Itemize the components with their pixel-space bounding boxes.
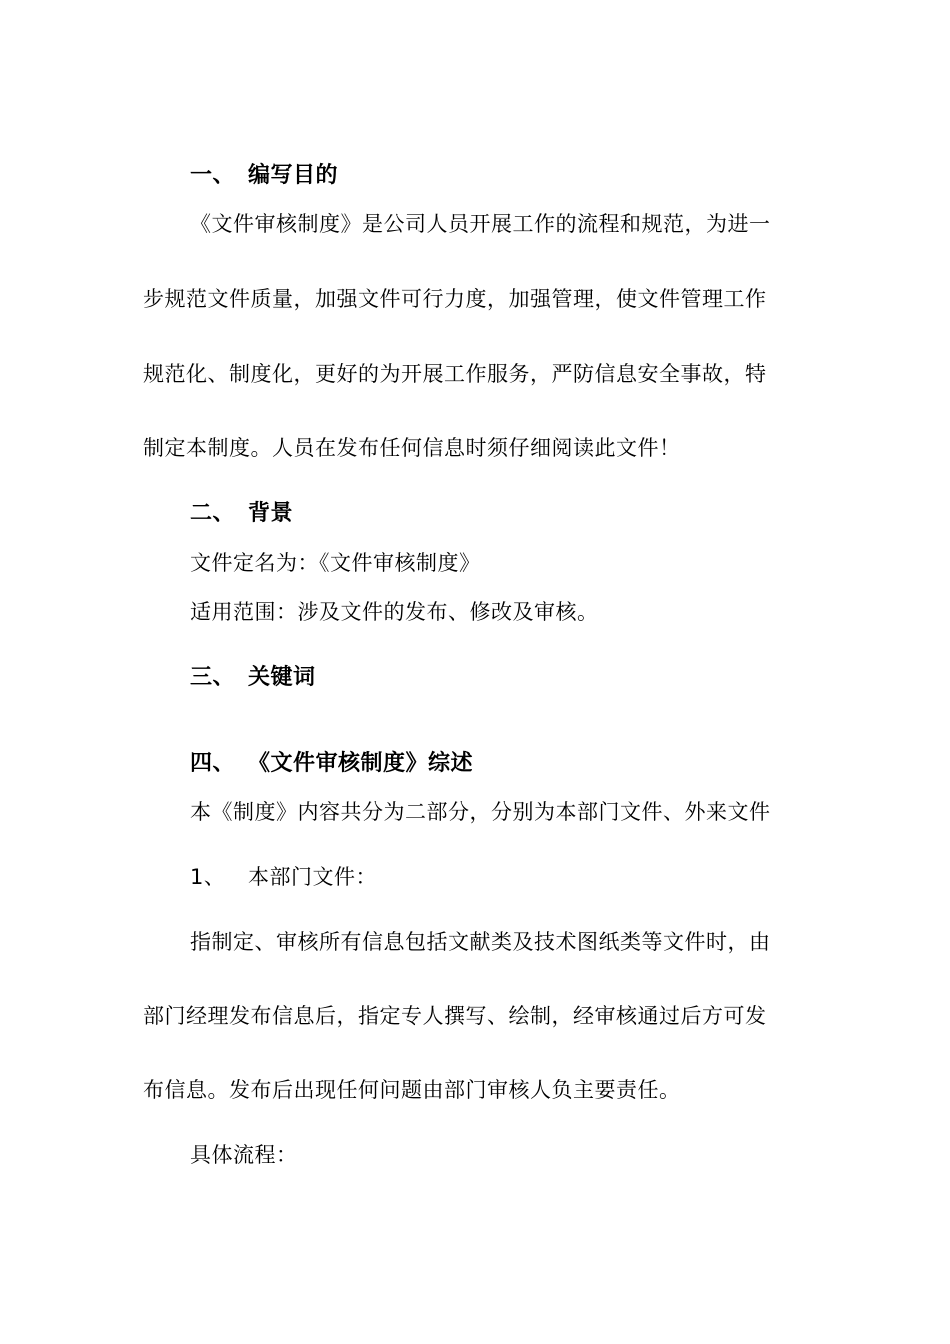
section-4-para-line-1: 指制定、审核所有信息包括文献类及技术图纸类等文件时，由 <box>190 930 771 954</box>
section-4-number: 四、 <box>190 751 236 776</box>
section-3-title: 关键词 <box>248 665 316 690</box>
section-4-para-line-3: 布信息。发布后出现任何问题由部门审核人负主要责任。 <box>143 1078 681 1102</box>
section-1-title: 编写目的 <box>248 163 339 188</box>
section-3-number: 三、 <box>190 665 236 690</box>
section-4-item-1-title: 本部门文件： <box>248 865 377 889</box>
section-1-para-line-2: 步规范文件质量，加强文件可行力度，加强管理，使文件管理工作 <box>143 287 767 311</box>
section-2-heading <box>190 503 293 525</box>
section-4-title: 《文件审核制度》综述 <box>248 751 474 776</box>
section-2-scope-line: 适用范围：涉及文件的发布、修改及审核。 <box>190 600 599 624</box>
section-1-para-line-1: 《文件审核制度》是公司人员开展工作的流程和规范，为进一 <box>190 212 771 236</box>
section-2-number: 二、 <box>190 501 236 526</box>
section-3-heading <box>190 667 316 689</box>
section-1-number: 一、 <box>190 163 236 188</box>
section-4-item-1 <box>190 867 377 888</box>
section-1-para-line-3: 规范化、制度化，更好的为开展工作服务，严防信息安全事故，特 <box>143 362 767 386</box>
section-1-heading <box>190 165 338 187</box>
section-1-para-line-4: 制定本制度。人员在发布任何信息时须仔细阅读此文件！ <box>143 436 681 460</box>
section-4-para-line-2: 部门经理发布信息后，指定专人撰写、绘制，经审核通过后方可发 <box>143 1004 767 1028</box>
section-4-heading <box>190 753 473 775</box>
section-2-name-line: 文件定名为：《文件审核制度》 <box>190 551 481 575</box>
section-4-intro: 本《制度》内容共分为二部分，分别为本部门文件、外来文件 <box>190 800 771 824</box>
section-4-process-label: 具体流程： <box>190 1143 298 1167</box>
section-2-title: 背景 <box>248 501 294 526</box>
section-4-item-1-number: 1、 <box>190 865 226 889</box>
